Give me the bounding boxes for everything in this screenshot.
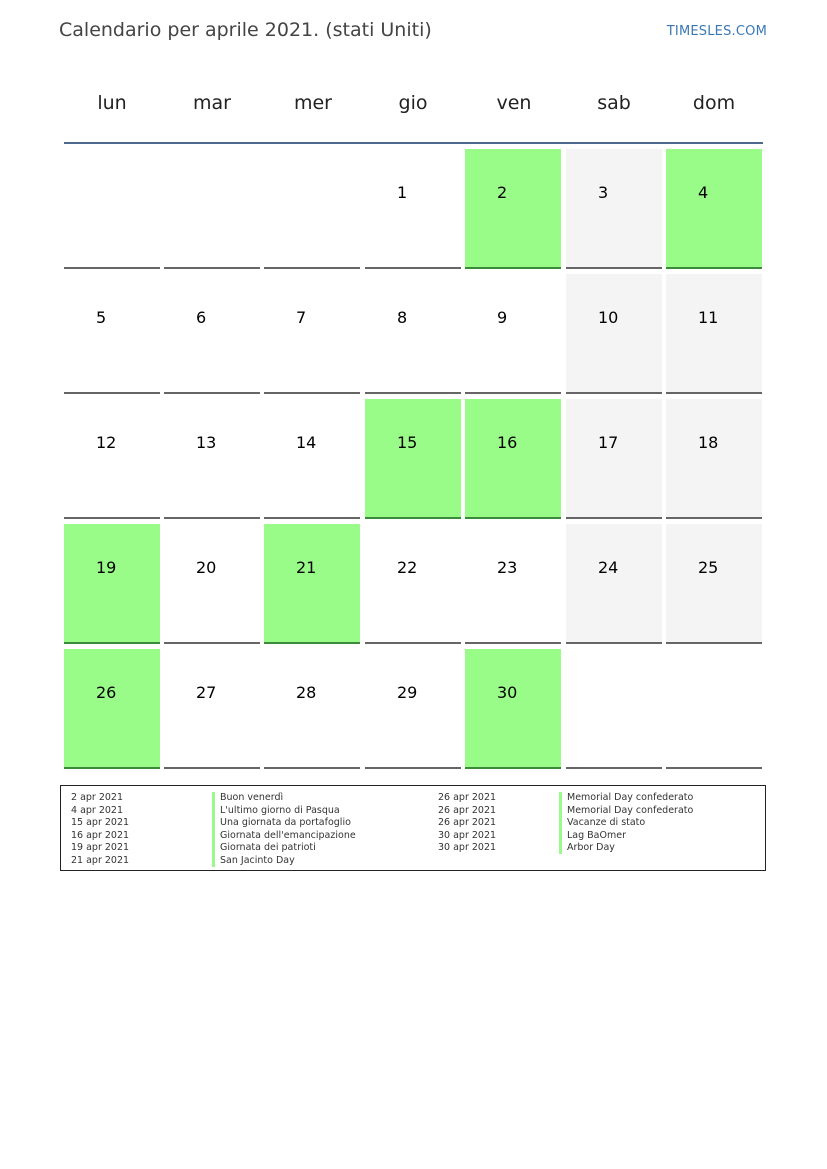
- day-number: 20: [196, 558, 217, 577]
- weekday-thu: gio: [398, 92, 428, 114]
- weekday-fri: ven: [496, 92, 532, 114]
- legend-holiday-name: Vacanze di stato: [567, 817, 646, 828]
- day-cell: [64, 524, 160, 644]
- legend-holiday-name: Giornata dei patrioti: [220, 842, 316, 853]
- day-number: 11: [698, 308, 719, 327]
- legend-holiday-name: Memorial Day confederato: [567, 804, 694, 816]
- day-number: 18: [698, 433, 719, 452]
- day-cell: [64, 399, 160, 519]
- empty-day-cell: [566, 649, 662, 769]
- day-cell: [64, 649, 160, 769]
- day-number: 26: [96, 683, 117, 702]
- header-divider: [64, 142, 763, 144]
- weekday-sat: sab: [597, 92, 631, 114]
- legend-holiday-name: Arbor Day: [567, 842, 615, 853]
- day-number: 24: [598, 558, 619, 577]
- day-cell: [666, 149, 762, 269]
- day-number: 29: [397, 683, 418, 702]
- day-number: 30: [497, 683, 518, 702]
- legend-holiday-name: Buon venerdì: [220, 792, 284, 803]
- day-cell: [365, 274, 461, 394]
- day-cell: [264, 524, 360, 644]
- empty-day-cell: [64, 149, 160, 269]
- weekday-sun: dom: [692, 92, 736, 114]
- day-number: 1: [397, 183, 408, 202]
- legend-holiday-name: Memorial Day confederato: [567, 792, 694, 803]
- day-number: 9: [497, 308, 508, 327]
- day-number: 16: [497, 433, 518, 452]
- day-cell: [465, 524, 561, 644]
- day-cell: [566, 149, 662, 269]
- day-cell: [566, 524, 662, 644]
- day-cell: [164, 274, 260, 394]
- day-number: 25: [698, 558, 719, 577]
- day-number: 22: [397, 558, 418, 577]
- day-cell: [666, 399, 762, 519]
- weekday-header: [60, 80, 766, 130]
- weekday-mon: lun: [97, 92, 127, 114]
- day-cell: [666, 524, 762, 644]
- day-number: 13: [196, 433, 217, 452]
- legend-date: 26 apr 2021: [438, 804, 497, 816]
- legend-right-dates: [438, 792, 496, 855]
- day-number: 27: [196, 683, 217, 702]
- page-title: Calendario per aprile 2021. (stati Uniti): [59, 19, 432, 41]
- day-number: 7: [296, 308, 307, 327]
- day-cell: [365, 149, 461, 269]
- day-cell: [64, 274, 160, 394]
- legend-date: 30 apr 2021: [438, 829, 497, 841]
- legend-left-marker: [212, 792, 215, 867]
- day-number: 4: [698, 183, 709, 202]
- day-cell: [465, 274, 561, 394]
- day-number: 15: [397, 433, 418, 452]
- legend-date: 4 apr 2021: [71, 804, 124, 816]
- day-number: 12: [96, 433, 117, 452]
- day-number: 5: [96, 308, 107, 327]
- day-cell: [465, 149, 561, 269]
- day-number: 19: [96, 558, 117, 577]
- legend-date: 26 apr 2021: [438, 817, 497, 828]
- day-number: 21: [296, 558, 317, 577]
- empty-day-cell: [264, 149, 360, 269]
- empty-day-cell: [164, 149, 260, 269]
- day-cell: [666, 274, 762, 394]
- day-number: 3: [598, 183, 609, 202]
- day-cell: [264, 649, 360, 769]
- day-cell: [365, 399, 461, 519]
- legend-holiday-name: L'ultimo giorno di Pasqua: [220, 804, 340, 816]
- day-number: 10: [598, 308, 619, 327]
- legend-date: 21 apr 2021: [71, 854, 130, 866]
- day-cell: [465, 649, 561, 769]
- day-number: 23: [497, 558, 518, 577]
- brand-link[interactable]: TIMESLES.COM: [666, 24, 767, 39]
- day-cell: [264, 274, 360, 394]
- day-cell: [365, 649, 461, 769]
- day-cell: [566, 274, 662, 394]
- day-cell: [465, 399, 561, 519]
- day-cell: [164, 524, 260, 644]
- day-cell: [164, 649, 260, 769]
- legend-date: 19 apr 2021: [71, 842, 130, 853]
- legend-date: 26 apr 2021: [438, 792, 497, 803]
- day-cell: [365, 524, 461, 644]
- day-cell: [264, 399, 360, 519]
- legend-holiday-name: Una giornata da portafoglio: [220, 817, 351, 828]
- weekday-wed: mer: [293, 92, 332, 114]
- day-number: 6: [196, 308, 207, 327]
- legend-right-names: [567, 792, 693, 855]
- day-cell: [164, 399, 260, 519]
- calendar-grid: [64, 149, 764, 774]
- day-number: 2: [497, 183, 508, 202]
- holiday-legend: [60, 785, 766, 871]
- legend-left-names: [220, 792, 356, 867]
- day-number: 17: [598, 433, 619, 452]
- legend-date: 30 apr 2021: [438, 842, 497, 853]
- legend-holiday-name: San Jacinto Day: [220, 854, 295, 866]
- legend-date: 16 apr 2021: [71, 829, 130, 841]
- legend-holiday-name: Lag BaOmer: [567, 829, 626, 841]
- empty-day-cell: [666, 649, 762, 769]
- legend-left-dates: [71, 792, 129, 867]
- day-number: 14: [296, 433, 317, 452]
- weekday-tue: mar: [193, 92, 231, 114]
- day-number: 28: [296, 683, 317, 702]
- legend-right-marker: [559, 792, 562, 854]
- legend-holiday-name: Giornata dell'emancipazione: [220, 829, 356, 841]
- legend-date: 15 apr 2021: [71, 817, 130, 828]
- legend-date: 2 apr 2021: [71, 792, 124, 803]
- day-cell: [566, 399, 662, 519]
- day-number: 8: [397, 308, 408, 327]
